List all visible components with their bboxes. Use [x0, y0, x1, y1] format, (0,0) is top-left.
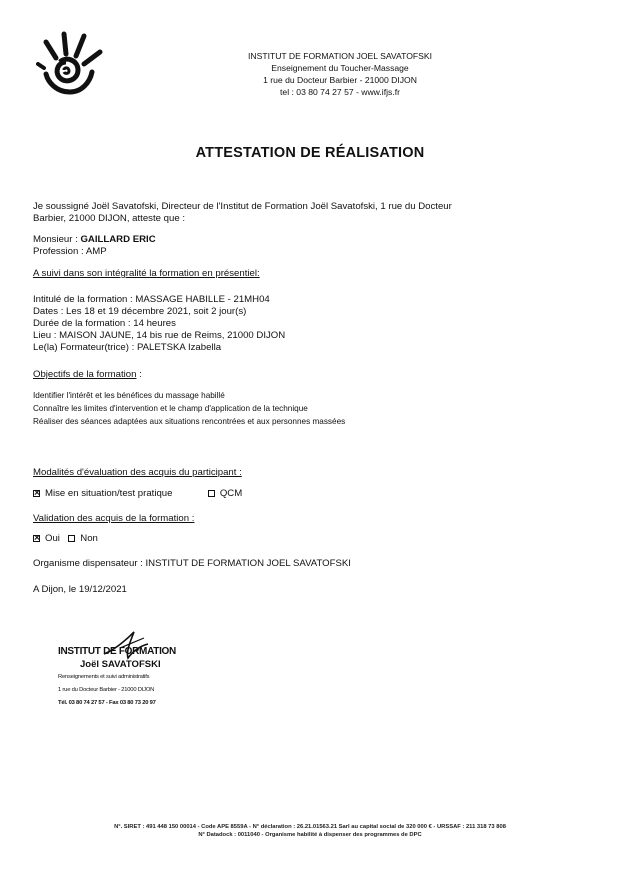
- objective-item: Connaître les limites d'intervention et le champ d'application de la technique: [33, 404, 308, 413]
- training-title: Intitulé de la formation : MASSAGE HABILLE - 21MH04: [33, 294, 270, 305]
- stamp-line-2: Joël SAVATOFSKI: [80, 659, 161, 670]
- header-contact: tel : 03 80 74 27 57 - www.ifjs.fr: [280, 87, 400, 97]
- evaluation-heading: Modalités d'évaluation des acquis du participant :: [33, 467, 242, 478]
- followed-heading: A suivi dans son intégralité la formation en présentiel:: [33, 268, 260, 279]
- objective-item: Identifier l'intérêt et les bénéfices du massage habillé: [33, 391, 225, 400]
- document-title: ATTESTATION DE RÉALISATION: [195, 145, 425, 161]
- objectives-heading-row: [33, 369, 142, 381]
- stamp-line-4: 1 rue du Docteur Barbier - 21000 DIJON: [58, 687, 155, 693]
- participant-name-row: [33, 234, 156, 246]
- objectives-heading: Objectifs de la formation: [33, 369, 137, 380]
- intro-line-1: Je soussigné Joël Savatofski, Directeur de l'Institut de Formation Joël Savatofski, 1 rue du Docteur: [33, 201, 452, 212]
- objective-item: Réaliser des séances adaptées aux situations rencontrées et aux personnes massées: [33, 417, 346, 426]
- hand-spiral-logo-icon: [36, 30, 108, 102]
- evaluation-options: [33, 488, 242, 500]
- header-address: 1 rue du Docteur Barbier - 21000 DIJON: [263, 75, 417, 85]
- training-trainer: Le(la) Formateur(trice) : PALETSKA Izabella: [33, 342, 222, 353]
- stamp-line-5: Tél. 03 80 74 27 57 - Fax 03 80 73 20 97: [58, 700, 156, 706]
- objectives-heading-suffix: :: [136, 369, 142, 380]
- legal-footer: [0, 823, 620, 839]
- header-org-name: INSTITUT DE FORMATION JOEL SAVATOFSKI: [248, 51, 432, 61]
- evaluation-option-qcm: QCM: [219, 488, 243, 499]
- participant-name: GAILLARD ERIC: [80, 234, 156, 245]
- validation-heading: Validation des acquis de la formation :: [33, 513, 195, 524]
- footer-line-1: N°. SIRET : 491 448 150 00014 - Code APE 8559A - N° déclaration : 26.21.01563.21 Sarl au capital social de 320 000 € - URSSAF : 211 318 73 808: [114, 824, 506, 830]
- header-subtitle: Enseignement du Toucher-Massage: [271, 63, 409, 73]
- stamp-line-3: Renseignements et suivi administratifs: [58, 674, 150, 680]
- checkbox-qcm[interactable]: [208, 490, 215, 497]
- validation-no-label: Non: [80, 533, 98, 544]
- participant-profession-label: Profession :: [33, 246, 84, 257]
- training-place: Lieu : MAISON JAUNE, 14 bis rue de Reims, 21000 DIJON: [33, 330, 286, 341]
- place-date: A Dijon, le 19/12/2021: [33, 584, 127, 595]
- intro-line-2: Barbier, 21000 DIJON, atteste que :: [33, 213, 185, 224]
- checkbox-practical-test[interactable]: [33, 490, 40, 497]
- footer-line-2: N° Datadock : 0011040 - Organisme habilité à dispenser des programmes de DPC: [198, 832, 422, 838]
- signature-icon: [100, 624, 160, 664]
- validation-options: [33, 533, 98, 545]
- checkbox-yes[interactable]: [33, 535, 40, 542]
- organisme-line: Organisme dispensateur : INSTITUT DE FORMATION JOEL SAVATOFSKI: [33, 558, 351, 569]
- training-duration: Durée de la formation : 14 heures: [33, 318, 176, 329]
- participant-profession: AMP: [85, 246, 107, 257]
- participant-profession-row: [33, 246, 107, 258]
- validation-yes-label: Oui: [45, 533, 60, 544]
- checkbox-no[interactable]: [68, 535, 75, 542]
- participant-name-label: Monsieur :: [33, 234, 78, 245]
- evaluation-option-practical: Mise en situation/test pratique: [45, 488, 173, 499]
- stamp-line-1: INSTITUT DE FORMATION: [58, 646, 176, 657]
- training-dates: Dates : Les 18 et 19 décembre 2021, soit 2 jour(s): [33, 306, 247, 317]
